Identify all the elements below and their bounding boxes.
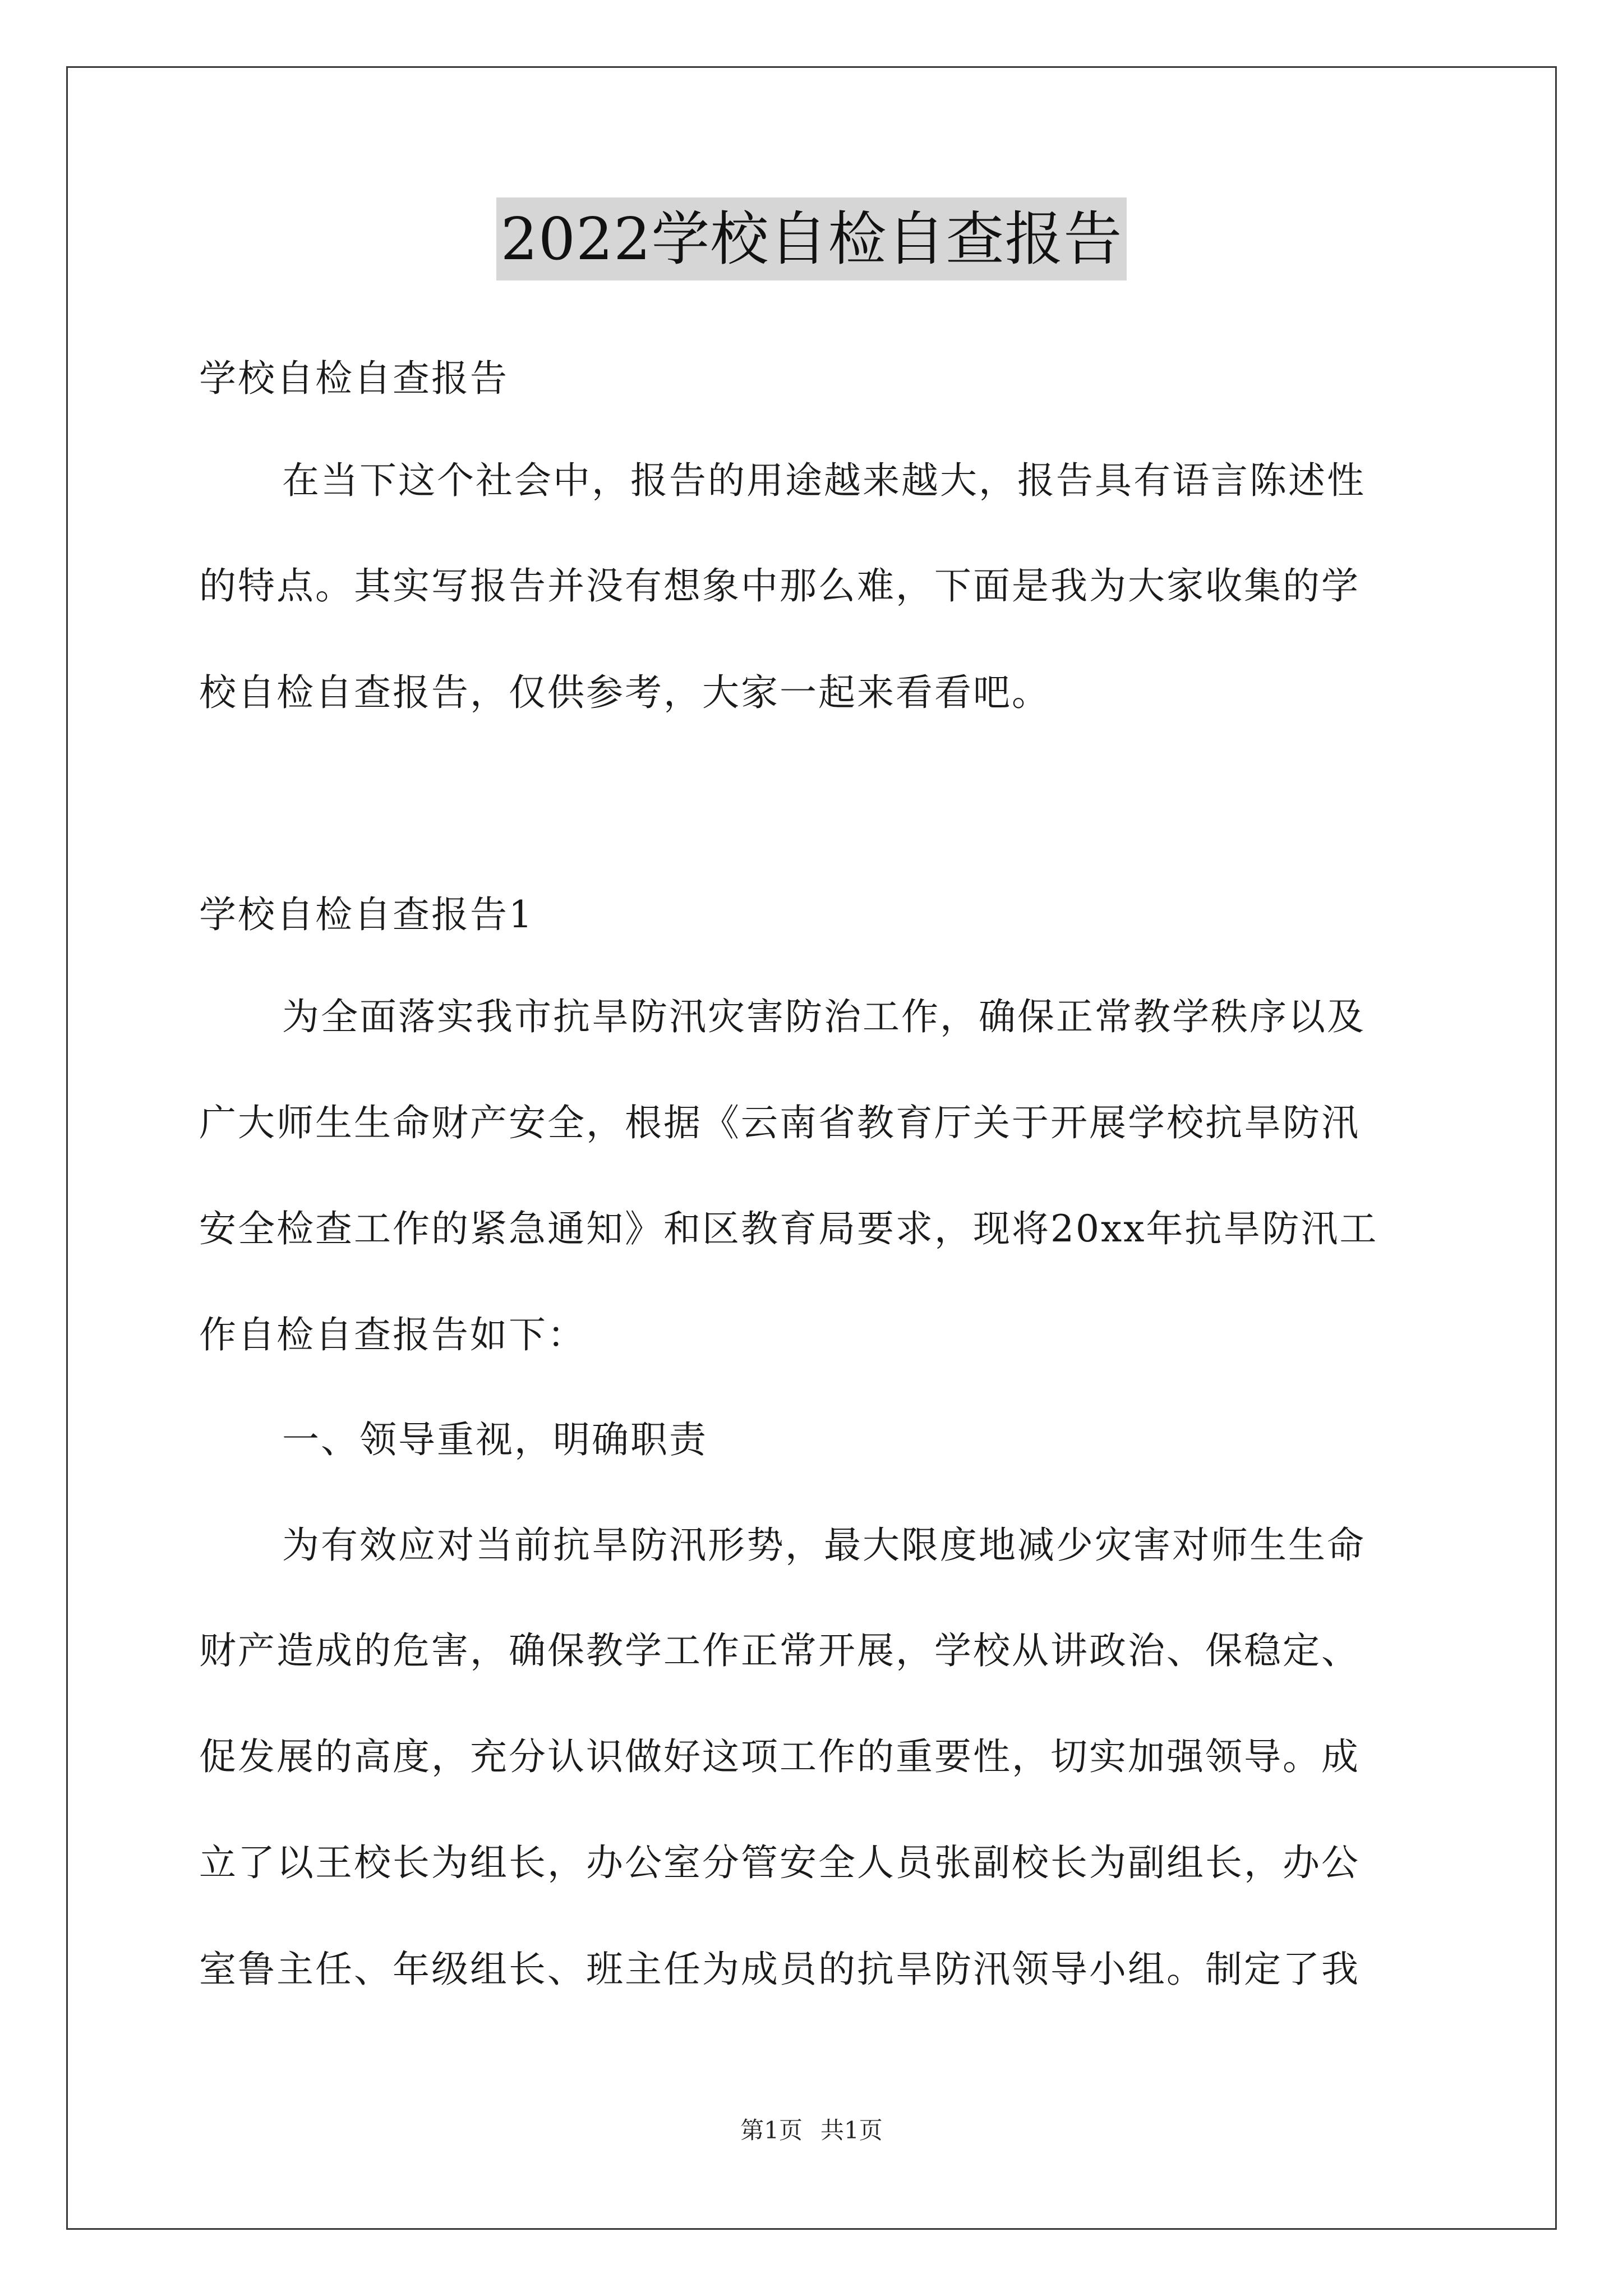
- intro-line-3: 校自检自查报告，仅供参考，大家一起来看看吧。: [199, 671, 1050, 714]
- body-line-2: 财产造成的危害，确保教学工作正常开展，学校从讲政治、保稳定、: [199, 1629, 1360, 1672]
- section-line-3: 安全检查工作的紧急通知》和区教育局要求，现将20xx年抗旱防汛工: [199, 1207, 1378, 1250]
- document-subtitle: 学校自检自查报告: [199, 357, 509, 400]
- section-line-1: 为全面落实我市抗旱防汛灾害防治工作，确保正常教学秩序以及: [282, 995, 1366, 1038]
- section-line-2: 广大师生生命财产安全，根据《云南省教育厅关于开展学校抗旱防汛: [199, 1101, 1360, 1144]
- page-number: 第1页: [740, 2116, 803, 2144]
- body-line-3: 促发展的高度，充分认识做好这项工作的重要性，切实加强领导。成: [199, 1735, 1360, 1778]
- title-container: [0, 197, 1623, 280]
- document-title: 2022学校自检自查报告: [496, 197, 1127, 280]
- body-line-4: 立了以王校长为组长，办公室分管安全人员张副校长为副组长，办公: [199, 1841, 1360, 1884]
- subheading-leadership: 一、领导重视，明确职责: [282, 1418, 708, 1461]
- section-line-4: 作自检自查报告如下：: [199, 1313, 586, 1356]
- page-total: 共1页: [820, 2116, 883, 2144]
- body-line-1: 为有效应对当前抗旱防汛形势，最大限度地减少灾害对师生生命: [282, 1524, 1366, 1567]
- intro-line-2: 的特点。其实写报告并没有想象中那么难，下面是我为大家收集的学: [199, 564, 1360, 608]
- section-heading: 学校自检自查报告1: [199, 893, 534, 936]
- intro-line-1: 在当下这个社会中，报告的用途越来越大，报告具有语言陈述性: [282, 459, 1366, 502]
- page-footer: [0, 2114, 1623, 2147]
- body-line-5: 室鲁主任、年级组长、班主任为成员的抗旱防汛领导小组。制定了我: [199, 1948, 1360, 1991]
